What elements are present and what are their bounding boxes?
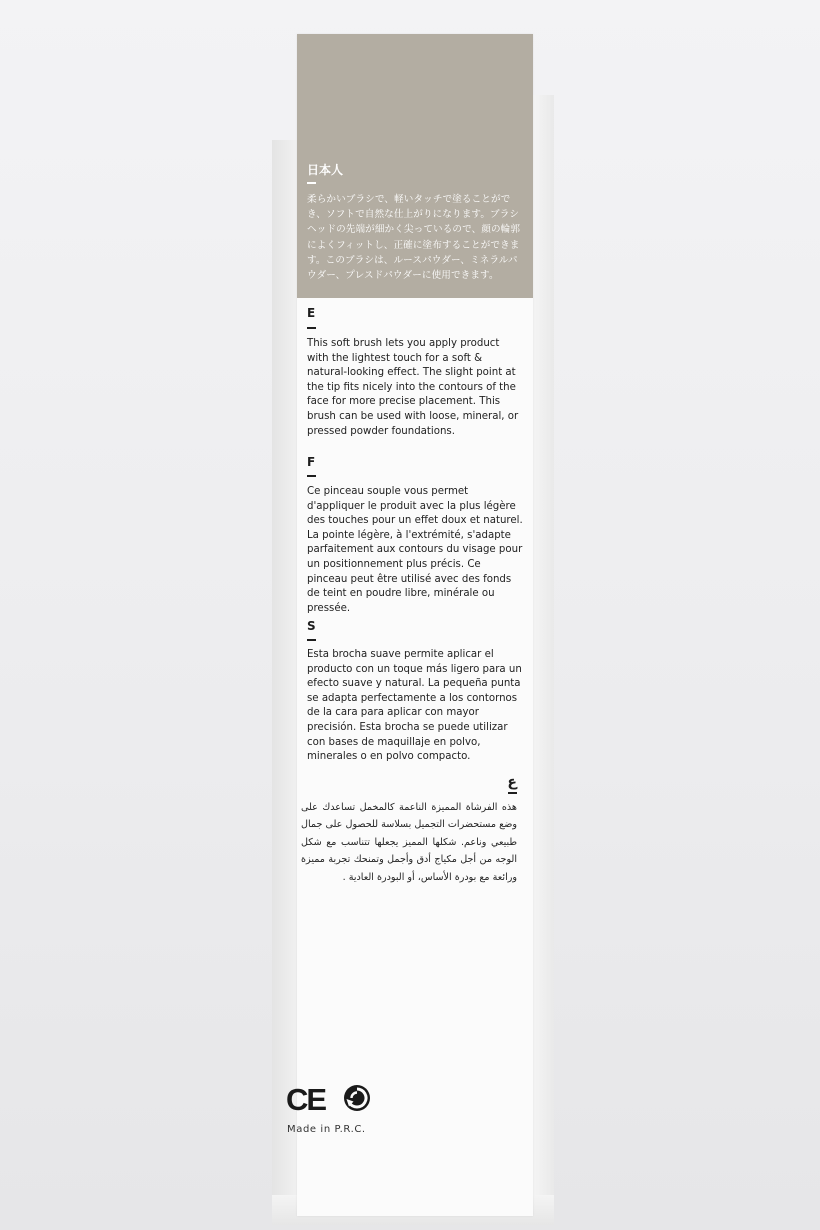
box-left-side bbox=[272, 140, 298, 1225]
spanish-heading: S bbox=[307, 619, 316, 633]
french-heading: F bbox=[307, 455, 316, 469]
ce-mark: CE bbox=[286, 1082, 326, 1117]
japanese-panel bbox=[297, 34, 533, 298]
recycle-icon bbox=[343, 1084, 371, 1112]
arabic-heading: ع bbox=[507, 774, 517, 790]
japanese-rule bbox=[307, 182, 316, 184]
french-rule bbox=[307, 475, 316, 477]
japanese-heading: 日本人 bbox=[307, 163, 344, 177]
spanish-rule bbox=[307, 639, 316, 641]
arabic-rule bbox=[508, 792, 517, 794]
arabic-description: هذه الفرشاة المميزة الناعمة كالمخمل تساعدك على وضع مستحضرات التجميل بسلاسة للحصول على جمال طبيعي وناعم. شكلها المميز يجعلها تتناسب مع شكل الوجه من أجل مكياج أدق وأجمل وتمنحك تجربة مميزة ورائعة مع بودرة الأساس، أو البودرة العادية . bbox=[301, 802, 517, 883]
english-description: This soft brush lets you apply product with the lightest touch for a soft & natural-looking effect. The slight point at the tip fits nicely into the contours of the face for more precise placement. This brush can be used with loose, mineral, or pressed powder foundations. bbox=[307, 338, 519, 437]
japanese-description: 柔らかいブラシで、軽いタッチで塗ることができ、ソフトで自然な仕上がりになります。ブラシヘッドの先端が細かく尖っているので、顔の輪郭によくフィットし、正確に塗布することができます。このブラシは、ルースパウダー、ミネラルパウダー、プレスドパウダーに使用できます。 bbox=[307, 194, 521, 282]
english-heading: E bbox=[307, 306, 316, 320]
spanish-description: Esta brocha suave permite aplicar el producto con un toque más ligero para un efecto suave y natural. La pequeña punta se adapta perfectamente a los contornos de la cara para aplicar con mayor precisión. Esta brocha se puede utilizar con bases de maquillaje en polvo, minerales o en polvo compacto. bbox=[307, 649, 522, 763]
box-right-side bbox=[530, 95, 554, 1215]
english-rule bbox=[307, 327, 316, 329]
made-in-label: Made in P.R.C. bbox=[287, 1124, 366, 1135]
french-description: Ce pinceau souple vous permet d'appliquer le produit avec la plus légère des touches pour un effet doux et naturel. La pointe légère, à l'extrémité, s'adapte parfaitement aux contours du visage pour un positionnement plus précis. Ce pinceau peut être utilisé avec des fonds de teint en poudre libre, minérale ou pressée. bbox=[307, 486, 523, 614]
package-back-panel bbox=[286, 34, 533, 1216]
